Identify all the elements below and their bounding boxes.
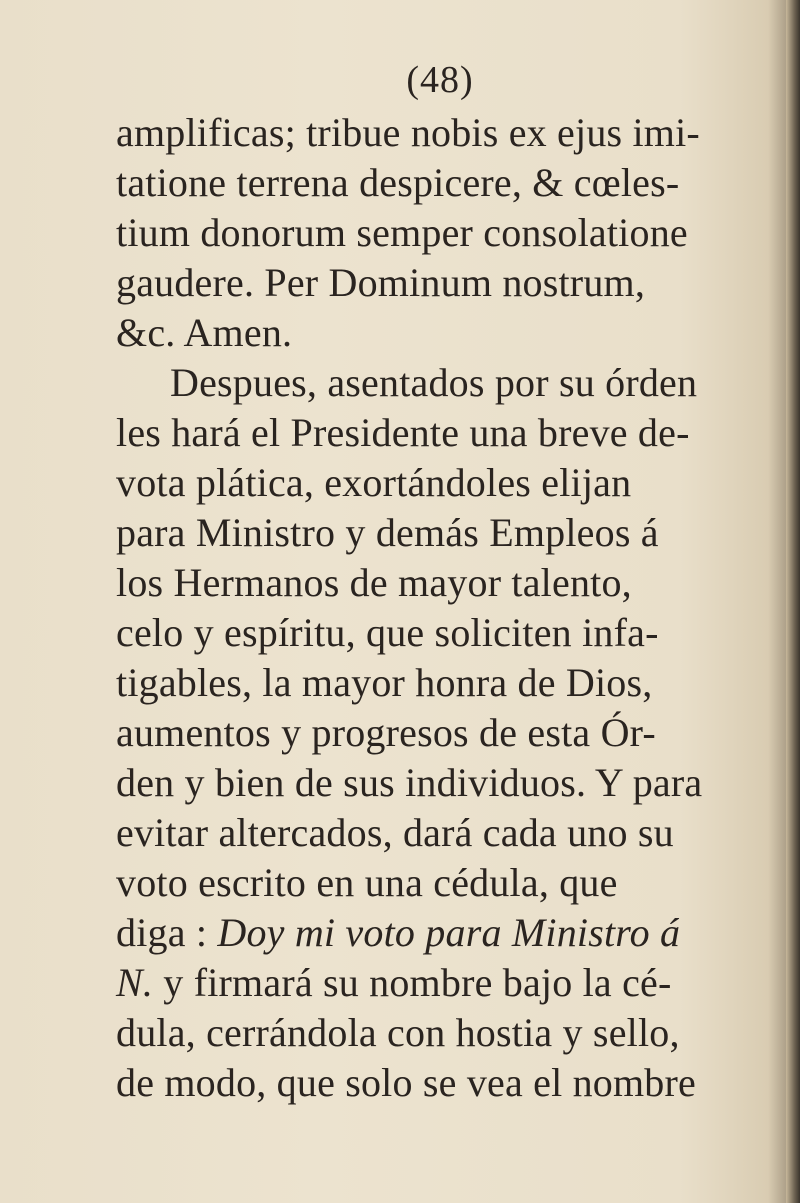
text-line-17-italic: Doy mi voto para Ministro á bbox=[217, 910, 681, 955]
text-line-15: evitar altercados, dará cada uno su bbox=[116, 810, 674, 855]
text-line-2: tatione terrena despicere, & cœles- bbox=[116, 160, 680, 205]
text-line-16: voto escrito en una cédula, que bbox=[116, 860, 618, 905]
text-line-3: tium donorum semper consolatione bbox=[116, 210, 688, 255]
text-line-9: para Ministro y demás Empleos á bbox=[116, 510, 659, 555]
text-line-18 bbox=[116, 958, 776, 1008]
text-line-6: Despues, asentados por su órden bbox=[170, 360, 698, 405]
text-line-13: aumentos y progresos de esta Ór- bbox=[116, 710, 656, 755]
text-line-1: amplificas; tribue nobis ex ejus imi- bbox=[116, 110, 700, 155]
text-line-10: los Hermanos de mayor talento, bbox=[116, 560, 632, 605]
text-line-14: den y bien de sus individuos. Y para bbox=[116, 760, 703, 805]
text-line-17-prefix: diga : bbox=[116, 910, 218, 955]
text-line-5: &c. Amen. bbox=[116, 310, 293, 355]
body-text bbox=[116, 108, 776, 1108]
text-line-20: de modo, que solo se vea el nombre bbox=[116, 1060, 696, 1105]
text-line-8: vota plática, exortándoles elijan bbox=[116, 460, 632, 505]
text-line-18-italic: N. bbox=[116, 960, 154, 1005]
text-line-19: dula, cerrándola con hostia y sello, bbox=[116, 1010, 680, 1055]
text-line-4: gaudere. Per Dominum nostrum, bbox=[116, 260, 646, 305]
text-line-17 bbox=[116, 908, 776, 958]
text-line-11: celo y espíritu, que soliciten infa- bbox=[116, 610, 659, 655]
text-line-12: tigables, la mayor honra de Dios, bbox=[116, 660, 653, 705]
page-edge-shadow bbox=[786, 0, 800, 1203]
text-line-7: les hará el Presidente una breve de- bbox=[116, 410, 690, 455]
page-number: (48) bbox=[406, 59, 474, 101]
text-line-18-suffix: y firmará su nombre bajo la cé- bbox=[153, 960, 672, 1005]
